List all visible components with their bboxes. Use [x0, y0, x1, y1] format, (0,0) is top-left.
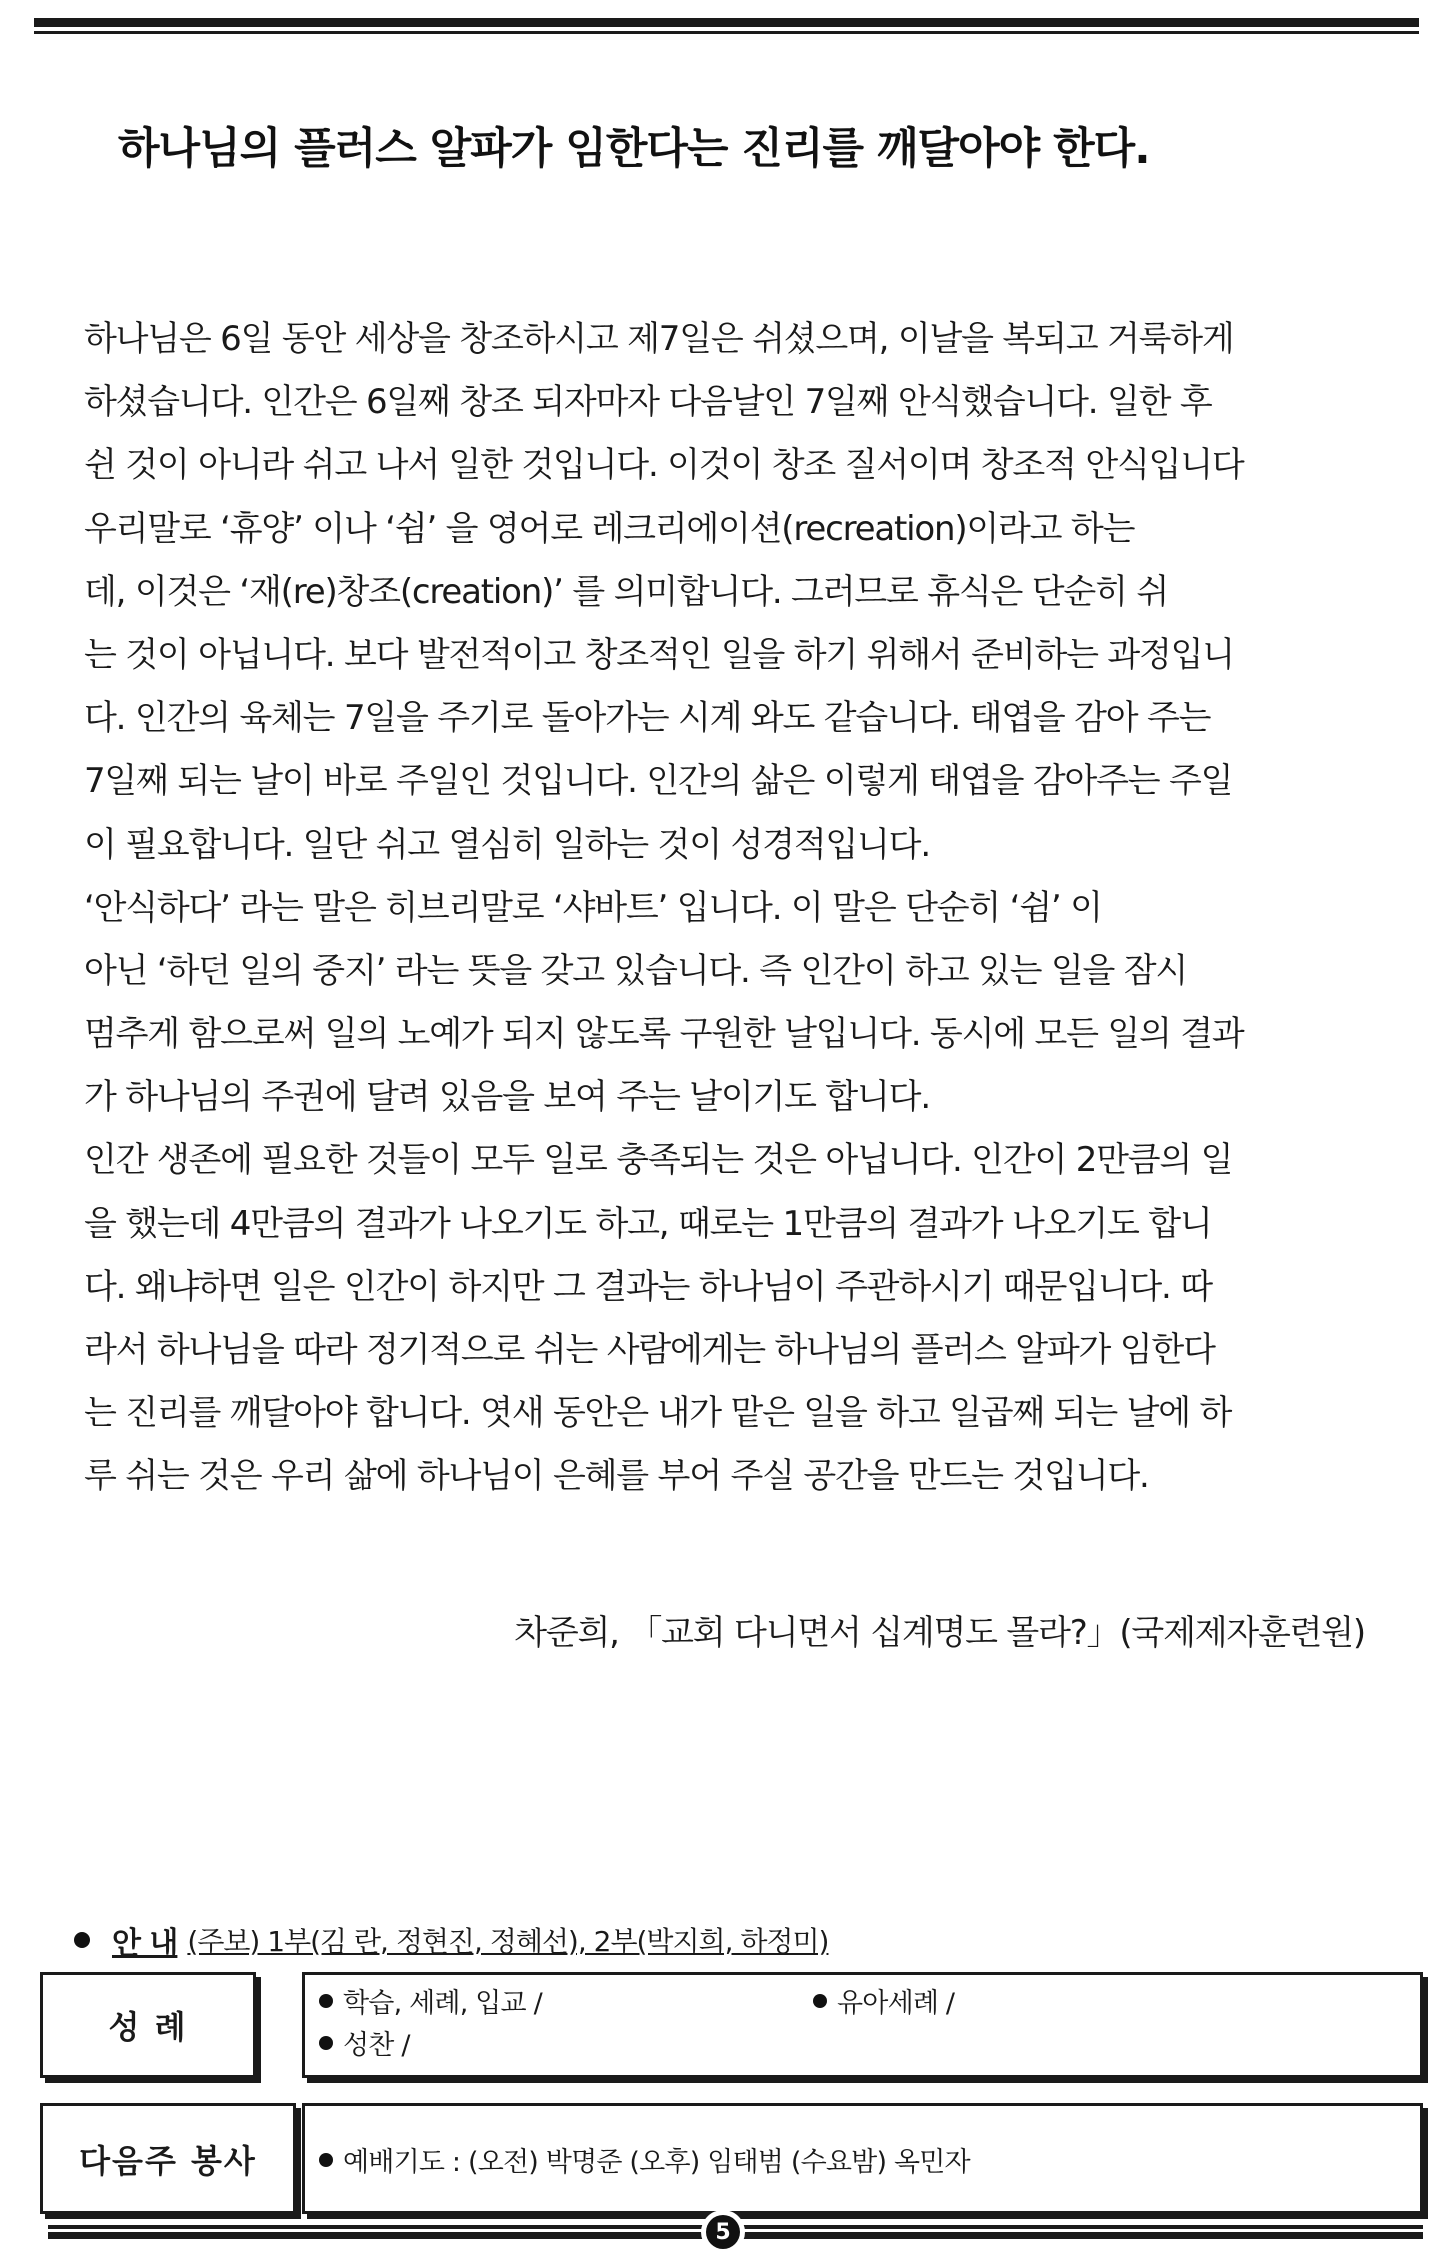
bullet-icon — [319, 1994, 333, 2008]
next-week-heading — [40, 2103, 296, 2214]
next-week-content — [302, 2103, 1423, 2214]
body-line: 멈추게 함으로써 일의 노예가 되지 않도록 구원한 날입니다. 동시에 모든 일의 결과 — [84, 1014, 1244, 1055]
citation: 차준희, 「교회 다니면서 십계명도 몰라?」(국제제자훈련원) — [514, 1613, 1365, 1653]
notice — [74, 1918, 828, 1962]
list-item — [319, 2023, 410, 2062]
body-line: 7일째 되는 날이 바로 주일인 것입니다. 인간의 삶은 이렇게 태엽을 감아주는 주일 — [84, 761, 1233, 802]
list-item — [813, 1981, 954, 2020]
bullet-icon — [319, 2036, 333, 2050]
body-line: 우리말로 ‘휴양’ 이나 ‘쉼’ 을 영어로 레크리에이션(recreation)이라고 하는 — [84, 508, 1135, 549]
body-line: 을 했는데 4만큼의 결과가 나오기도 하고, 때로는 1만큼의 결과가 나오기도 합니 — [84, 1203, 1212, 1244]
body-line: 라서 하나님을 따라 정기적으로 쉬는 사람에게는 하나님의 플러스 알파가 임한다 — [84, 1330, 1215, 1370]
sacrament-item: 성찬 / — [343, 2030, 410, 2061]
notice-detail: (주보) 1부(김 란, 정현진, 정혜선), 2부(박지희, 하정미) — [187, 1925, 829, 1958]
body-line: 데, 이것은 ‘재(re)창조(creation)’ 를 의미합니다. 그러므로 휴식은 단순히 쉬 — [84, 571, 1168, 612]
body-line: 아닌 ‘하던 일의 중지’ 라는 뜻을 갖고 있습니다. 즉 인간이 하고 있는 일을 잠시 — [84, 950, 1188, 991]
sacrament-item: 학습, 세례, 입교 / — [343, 1988, 542, 2019]
body-line: 루 쉬는 것은 우리 삶에 하나님이 은혜를 부어 주실 공간을 만드는 것입니다. — [84, 1456, 1149, 1497]
body-line: 쉰 것이 아니라 쉬고 나서 일한 것입니다. 이것이 창조 질서이며 창조적 안식입니다 — [84, 445, 1244, 486]
body-line: ‘안식하다’ 라는 말은 히브리말로 ‘샤바트’ 입니다. 이 말은 단순히 ‘쉼’ 이 — [84, 887, 1102, 928]
bullet-icon — [74, 1932, 90, 1948]
body-line: 다. 왜냐하면 일은 인간이 하지만 그 결과는 하나님이 주관하시기 때문입니다. 따 — [84, 1266, 1212, 1307]
sacrament-heading-label: 성 례 — [108, 2008, 188, 2046]
body-line: 이 필요합니다. 일단 쉬고 열심히 일하는 것이 성경적입니다. — [84, 824, 930, 865]
bullet-icon — [813, 1994, 827, 2008]
body-line: 인간 생존에 필요한 것들이 모두 일로 충족되는 것은 아닙니다. 인간이 2만큼의 일 — [84, 1140, 1233, 1181]
body-text — [84, 308, 1404, 1509]
body-line: 다. 인간의 육체는 7일을 주기로 돌아가는 시계 와도 같습니다. 태엽을 감아 주는 — [84, 698, 1211, 739]
sacrament-content — [302, 1972, 1423, 2078]
top-rule-thin — [34, 31, 1419, 34]
list-item — [319, 2140, 970, 2179]
body-line: 는 진리를 깨달아야 합니다. 엿새 동안은 내가 맡은 일을 하고 일곱째 되는 날에 하 — [84, 1393, 1232, 1434]
bullet-icon — [319, 2153, 333, 2167]
page-title: 하나님의 플러스 알파가 임한다는 진리를 깨달아야 한다. — [118, 124, 1150, 174]
body-line: 하나님은 6일 동안 세상을 창조하시고 제7일은 쉬셨으며, 이날을 복되고 거룩하게 — [84, 319, 1234, 359]
next-week-heading-label: 다음주 봉사 — [79, 2141, 257, 2180]
list-item — [319, 1981, 542, 2020]
body-line: 가 하나님의 주권에 달려 있음을 보여 주는 날이기도 합니다. — [84, 1077, 930, 1118]
body-line: 는 것이 아닙니다. 보다 발전적이고 창조적인 일을 하기 위해서 준비하는 과정입니 — [84, 634, 1234, 675]
notice-label: 안 내 — [112, 1926, 178, 1961]
body-line: 하셨습니다. 인간은 6일째 창조 되자마자 다음날인 7일째 안식했습니다. 일한 후 — [84, 382, 1212, 423]
next-week-item: 예배기도 : (오전) 박명준 (오후) 임태범 (수요밤) 옥민자 — [343, 2147, 970, 2178]
page-number: 5 — [706, 2215, 740, 2249]
top-rule-thick — [34, 18, 1419, 27]
sacrament-heading — [40, 1972, 256, 2078]
sacrament-item: 유아세례 / — [837, 1988, 955, 2019]
